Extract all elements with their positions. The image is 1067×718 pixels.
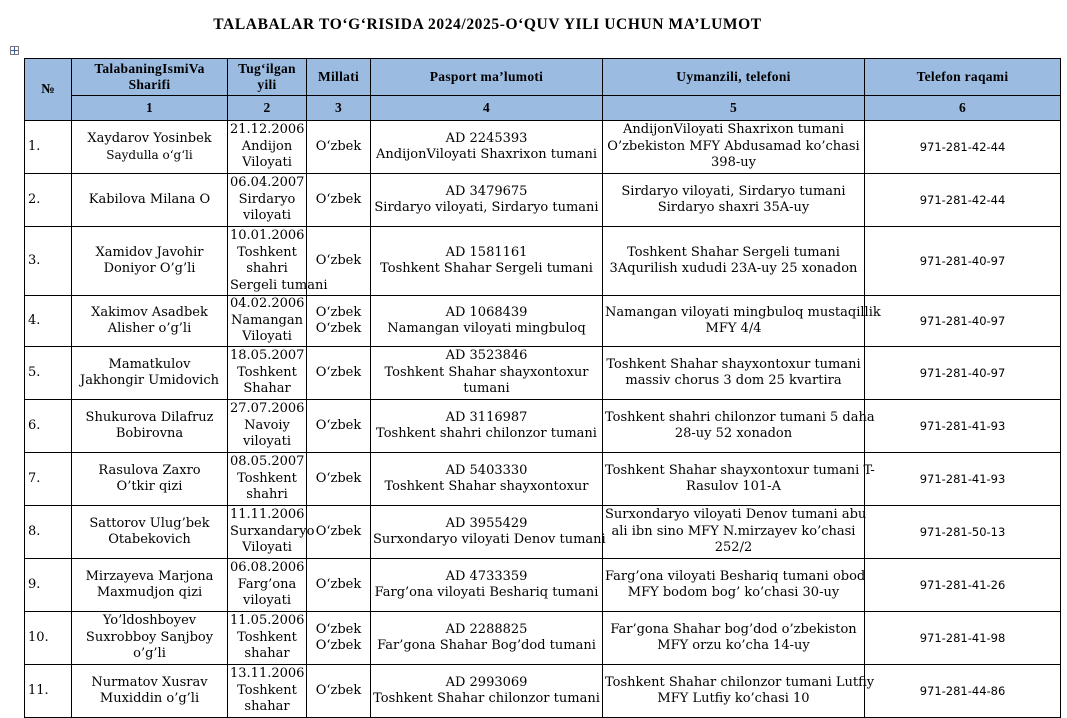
home-address — [603, 400, 875, 453]
phone-number: 971-281-40-97 — [865, 296, 1061, 347]
home-address — [603, 453, 875, 506]
row-number: 9. — [25, 559, 72, 612]
passport-info — [371, 296, 603, 347]
students-table — [24, 58, 1061, 718]
passport-info — [371, 174, 603, 227]
birth-info-line: viloyati — [243, 208, 291, 224]
student-name-line: Alisher o’g’li — [107, 321, 192, 336]
header-birth: Tug‘ilgan yili — [228, 59, 307, 96]
header-nationality: Millati — [307, 59, 371, 96]
table-move-handle-icon[interactable] — [10, 46, 19, 55]
birth-info-line: Surxandaryo — [230, 523, 315, 539]
passport-info-line: Toshkent Shahar shayxontoxur — [384, 364, 589, 380]
birth-info-line: 10.01.2006 — [230, 228, 305, 243]
column-number: 4 — [371, 96, 603, 121]
student-name-line: Mamatkulov — [108, 356, 191, 372]
row-number: 7. — [25, 453, 72, 506]
nationality-line: O‘zbek — [315, 417, 362, 433]
passport-info — [371, 347, 603, 400]
birth-info-line: 06.08.2006 — [230, 560, 305, 576]
birth-info-line: 13.11.2006 — [230, 666, 305, 682]
row-number: 2. — [25, 174, 72, 227]
nationality-line: O‘zbek — [315, 304, 362, 320]
student-name — [72, 400, 228, 453]
passport-info-line: AD 2288825 — [445, 621, 528, 637]
passport-info-line: AD 2245393 — [445, 130, 528, 146]
passport-info-line: Namangan viloyati mingbuloq — [387, 321, 586, 336]
birth-info — [228, 347, 307, 400]
passport-info-line: Far’gona Shahar Bog’dod tumani — [377, 638, 596, 653]
row-number: 10. — [25, 612, 72, 665]
nationality — [307, 347, 371, 400]
student-name-line: Mirzayeva Marjona — [85, 568, 214, 584]
student-name-line: Xamidov Javohir — [95, 244, 204, 260]
birth-info-line: Toshkent — [237, 470, 297, 486]
nationality — [307, 506, 371, 559]
nationality — [307, 174, 371, 227]
passport-info — [371, 453, 603, 506]
passport-info-line: Farg’ona viloyati Beshariq tumani — [374, 585, 599, 600]
student-name-line: Doniyor O’g’li — [103, 261, 196, 276]
home-address-line: Toshkent Shahar shayxontoxur tumani T- — [605, 462, 875, 478]
passport-info — [371, 506, 606, 559]
row-number: 3. — [25, 227, 72, 296]
passport-info-line: AD 1581161 — [445, 244, 528, 260]
passport-info — [371, 612, 603, 665]
home-address-line: O’zbekiston MFY Abdusamad ko’chasi — [607, 138, 860, 154]
passport-info — [371, 665, 603, 718]
home-address-line: AndijonViloyati Shaxrixon tumani — [623, 122, 844, 138]
passport-info-line: Toshkent Shahar shayxontoxur — [384, 479, 589, 494]
home-address-line: Surxondaryo viloyati Denov tumani abu — [605, 507, 867, 523]
column-number: 2 — [228, 96, 307, 121]
student-name — [72, 174, 228, 227]
birth-info-line: 11.05.2006 — [230, 613, 305, 629]
nationality-line: O‘zbek — [315, 523, 362, 539]
home-address-line: massiv chorus 3 dom 25 kvartira — [625, 373, 842, 388]
student-name-line: Muxiddin o’g’li — [99, 691, 200, 706]
column-number: 5 — [603, 96, 865, 121]
home-address — [603, 296, 881, 347]
birth-info-line: shahar — [244, 699, 290, 715]
birth-info-line: viloyati — [243, 434, 291, 450]
birth-info — [228, 506, 315, 559]
birth-info-line: 06.04.2007 — [230, 175, 305, 191]
birth-info-line: Toshkent — [237, 682, 297, 698]
student-name-line: Jakhongir Umidovich — [80, 373, 219, 388]
phone-number: 971-281-50-13 — [865, 506, 1061, 559]
birth-info-line: Andijon — [241, 138, 293, 154]
student-name — [72, 296, 228, 347]
passport-info-line: AD 3523846 — [445, 348, 528, 364]
home-address-line: Far’gona Shahar bog’dod o’zbekiston — [610, 621, 857, 637]
home-address-line: Sirdaryo viloyati, Sirdaryo tumani — [621, 183, 846, 199]
student-name — [72, 559, 228, 612]
student-name-line: Otabekovich — [108, 532, 191, 547]
table-row — [25, 559, 1061, 612]
passport-info-line: AD 4733359 — [445, 568, 528, 584]
nationality-line: O‘zbek — [315, 682, 362, 698]
passport-info-line: AD 3116987 — [445, 409, 528, 425]
birth-info-line: Toshkent — [237, 364, 297, 380]
document-title: TALABALAR TO‘G‘RISIDA 2024/2025-O‘QUV YILI UCHUN MA’LUMOT — [213, 16, 762, 33]
passport-info-line: Surxondaryo viloyati Denov tumani — [373, 532, 606, 547]
birth-info-line: Sirdaryo — [238, 191, 296, 207]
student-name-line: Maxmudjon qizi — [96, 585, 203, 600]
column-number: 3 — [307, 96, 371, 121]
home-address — [603, 559, 865, 612]
passport-info-line: AD 2993069 — [445, 674, 528, 690]
phone-number: 971-281-40-97 — [865, 227, 1061, 296]
home-address-line: Rasulov 101-A — [686, 479, 781, 494]
student-name — [72, 612, 228, 665]
student-name-line: Bobirovna — [115, 426, 184, 441]
phone-number: 971-281-41-93 — [865, 453, 1061, 506]
passport-info-line: tumani — [463, 381, 510, 397]
birth-info — [228, 400, 307, 453]
table-body — [25, 121, 1061, 718]
student-name-line: Xakimov Asadbek — [91, 304, 208, 320]
column-number: 1 — [72, 96, 228, 121]
student-name-line: Suxrobboy Sanjboy — [85, 629, 214, 645]
table-row — [25, 506, 1061, 559]
birth-info — [228, 612, 307, 665]
home-address — [603, 227, 865, 296]
student-name-line: Nurmatov Xusrav — [91, 674, 208, 690]
phone-number: 971-281-41-26 — [865, 559, 1061, 612]
nationality — [307, 612, 371, 665]
passport-info-line: Toshkent shahri chilonzor tumani — [376, 426, 597, 441]
birth-info-line: Namangan — [230, 312, 304, 328]
birth-info-line: Navoiy — [244, 417, 290, 433]
birth-info-line: shahar — [244, 646, 290, 662]
phone-number: 971-281-41-93 — [865, 400, 1061, 453]
home-address-line: 398-uy — [711, 155, 756, 171]
student-name — [72, 453, 228, 506]
birth-info-line: Viloyati — [242, 540, 292, 556]
nationality — [307, 400, 371, 453]
home-address-line: Toshkent shahri chilonzor tumani 5 daha — [605, 409, 875, 425]
phone-number: 971-281-41-98 — [865, 612, 1061, 665]
student-name — [72, 665, 228, 718]
home-address-line: Namangan viloyati mingbuloq mustaqillik — [605, 304, 881, 320]
student-name-line: Saydulla o‘g‘li — [106, 148, 193, 162]
home-address-line: Toshkent Shahar shayxontoxur tumani — [606, 356, 861, 372]
birth-info-line: Viloyati — [242, 155, 292, 171]
birth-info-line: Shahar — [243, 381, 291, 397]
birth-info-line: 04.02.2006 — [230, 296, 305, 312]
passport-info-line: Toshkent Shahar Sergeli tumani — [380, 261, 593, 276]
table-row — [25, 665, 1061, 718]
student-name-line: Yo’ldoshboyev — [102, 613, 197, 629]
student-name — [72, 121, 228, 174]
column-number: 6 — [865, 96, 1061, 121]
header-number: № — [25, 59, 72, 121]
phone-number: 971-281-42-44 — [865, 174, 1061, 227]
table-row — [25, 347, 1061, 400]
passport-info-line: AndijonViloyati Shaxrixon tumani — [376, 147, 597, 162]
birth-info — [228, 174, 307, 227]
home-address-line: MFY orzu ko’cha 14-uy — [657, 638, 810, 653]
home-address — [603, 174, 865, 227]
birth-info — [228, 227, 328, 296]
birth-info-line: 21.12.2006 — [230, 122, 305, 138]
nationality-line: O‘zbek — [315, 138, 362, 154]
birth-info-line: viloyati — [243, 593, 291, 609]
home-address — [603, 506, 865, 559]
home-address — [603, 612, 865, 665]
home-address-line: Sirdaryo shaxri 35A-uy — [657, 200, 810, 215]
home-address-line: ali ibn sino MFY N.mirzayev ko’chasi — [611, 523, 856, 539]
student-name — [72, 506, 228, 559]
birth-info-line: 27.07.2006 — [230, 401, 305, 417]
nationality — [307, 453, 371, 506]
home-address-line: MFY 4/4 — [705, 321, 762, 336]
passport-info-line: AD 5403330 — [445, 462, 528, 478]
passport-info — [371, 227, 603, 296]
home-address-line: 28-uy 52 xonadon — [674, 426, 793, 441]
header-passport: Pasport ma’lumoti — [371, 59, 603, 96]
birth-info — [228, 296, 307, 347]
table-row — [25, 453, 1061, 506]
home-address-line: 3Aqurilish xududi 23A-uy 25 xonadon — [609, 261, 858, 276]
row-number: 11. — [25, 665, 72, 718]
home-address-line: 252/2 — [714, 540, 753, 556]
passport-info-line: AD 3479675 — [445, 183, 528, 199]
nationality-line: O‘zbek — [315, 191, 362, 207]
birth-info-line: shahri — [246, 261, 288, 276]
row-number: 5. — [25, 347, 72, 400]
birth-info — [228, 665, 307, 718]
birth-info-line: Toshkent — [237, 244, 297, 260]
birth-info-line: Sergeli tumani — [230, 277, 328, 293]
home-address-line: Toshkent Shahar chilonzor tumani Lutfiy — [605, 674, 875, 690]
home-address — [603, 347, 865, 400]
student-name-line: Xaydarov Yosinbek — [87, 130, 212, 146]
phone-number: 971-281-40-97 — [865, 347, 1061, 400]
student-name — [72, 227, 228, 296]
student-name-line: o’g’li — [133, 646, 166, 662]
birth-info-line: 18.05.2007 — [230, 348, 305, 364]
phone-number: 971-281-44-86 — [865, 665, 1061, 718]
row-number: 4. — [25, 296, 72, 347]
table-row — [25, 400, 1061, 453]
passport-info — [371, 400, 603, 453]
student-name-line: Rasulova Zaxro — [98, 462, 201, 478]
student-name-line: O’tkir qizi — [116, 479, 183, 494]
home-address-line: Toshkent Shahar Sergeli tumani — [627, 244, 840, 260]
nationality-line: O‘zbek — [315, 638, 362, 653]
student-name-line: Sattorov Ulug’bek — [89, 515, 210, 531]
birth-info-line: Toshkent — [237, 629, 297, 645]
home-address — [603, 121, 865, 174]
birth-info-line: shahri — [246, 487, 288, 503]
birth-info-line: Viloyati — [242, 329, 292, 345]
nationality — [307, 665, 371, 718]
passport-info-line: AD 3955429 — [445, 515, 528, 531]
header-phone: Telefon raqami — [865, 59, 1061, 96]
student-name-line: Shukurova Dilafruz — [85, 409, 214, 425]
nationality-line: O‘zbek — [315, 621, 362, 637]
table-row — [25, 121, 1061, 174]
passport-info-line: Toshkent Shahar chilonzor tumani — [373, 691, 600, 706]
nationality-line: O‘zbek — [315, 576, 362, 592]
nationality — [307, 559, 371, 612]
birth-info — [228, 559, 307, 612]
nationality-line: O‘zbek — [315, 364, 362, 380]
table-row — [25, 227, 1061, 296]
birth-info-line: Farg’ona — [237, 576, 297, 592]
passport-info — [371, 121, 603, 174]
birth-info-line: 11.11.2006 — [230, 507, 305, 523]
nationality-line: O‘zbek — [315, 470, 362, 486]
row-number: 6. — [25, 400, 72, 453]
birth-info — [228, 453, 307, 506]
birth-info-line: 08.05.2007 — [230, 454, 305, 470]
nationality — [307, 121, 371, 174]
row-number: 8. — [25, 506, 72, 559]
student-name — [72, 347, 228, 400]
passport-info — [371, 559, 603, 612]
home-address-line: Farg’ona viloyati Beshariq tumani obod — [605, 568, 866, 584]
nationality — [307, 296, 371, 347]
home-address — [603, 665, 875, 718]
passport-info-line: Sirdaryo viloyati, Sirdaryo tumani — [374, 200, 599, 215]
passport-info-line: AD 1068439 — [445, 304, 528, 320]
student-name-line: Kabilova Milana O — [88, 191, 211, 207]
table-row — [25, 612, 1061, 665]
home-address-line: MFY Lutfiy ko’chasi 10 — [657, 691, 810, 706]
header-address: Uymanzili, telefoni — [603, 59, 865, 96]
table-row — [25, 296, 1061, 347]
nationality-line: O‘zbek — [315, 252, 362, 268]
row-number: 1. — [25, 121, 72, 174]
table-row — [25, 174, 1061, 227]
phone-number: 971-281-42-44 — [865, 121, 1061, 174]
header-name: TalabaningIsmiVa Sharifi — [72, 59, 228, 96]
home-address-line: MFY bodom bog’ ko’chasi 30-uy — [627, 585, 840, 600]
nationality-line: O‘zbek — [315, 321, 362, 336]
birth-info — [228, 121, 307, 174]
